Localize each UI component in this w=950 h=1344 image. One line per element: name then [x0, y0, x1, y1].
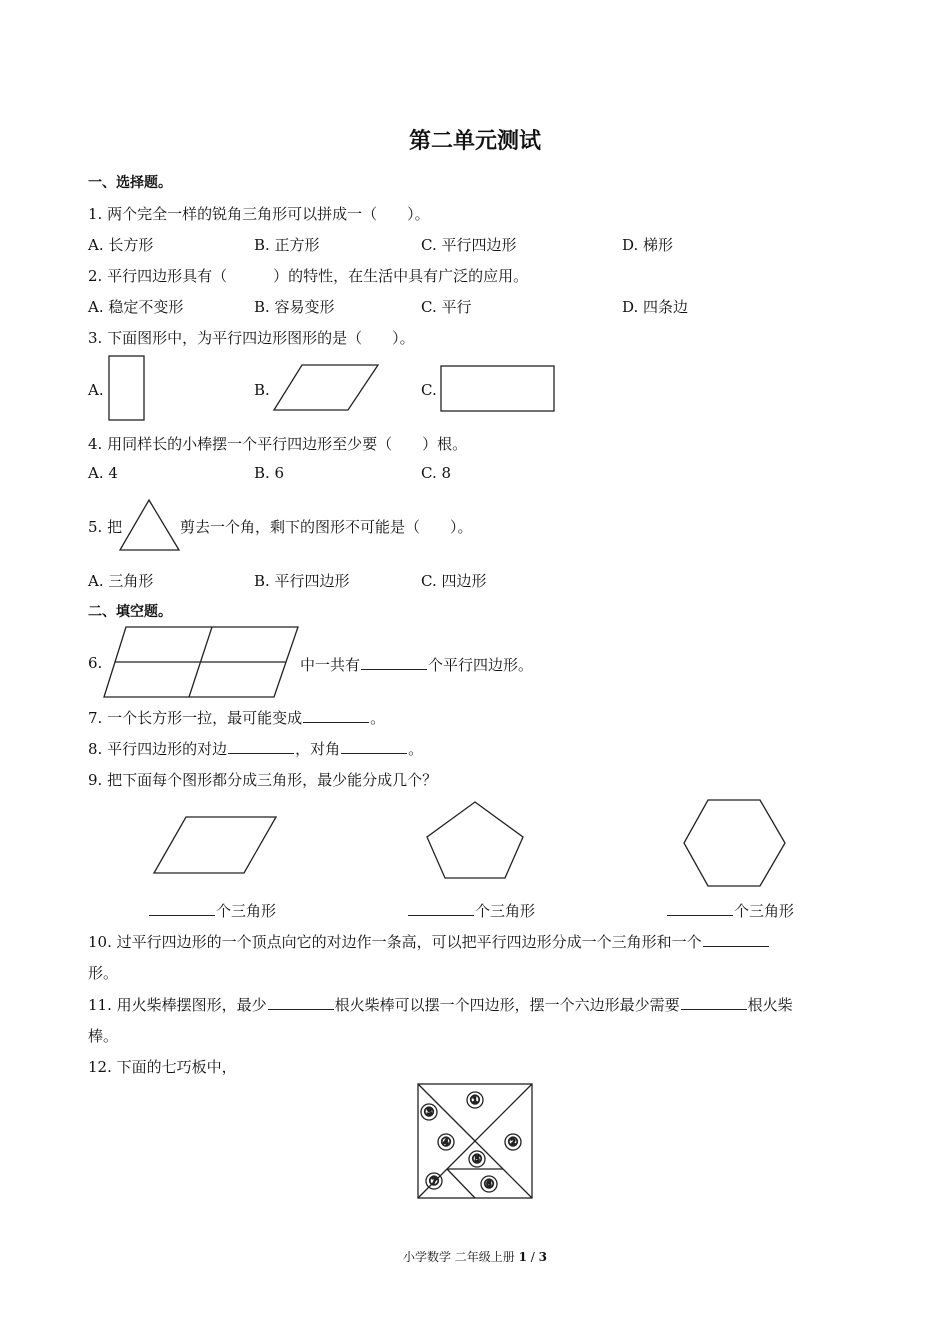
q5-option-b: B. 平行四边形	[254, 572, 350, 590]
q9-parallelogram	[152, 815, 280, 877]
q9-answer-2	[407, 900, 535, 921]
q1-option-b: B. 正方形	[254, 236, 320, 254]
tangram-label-2	[505, 1134, 521, 1150]
tangram-label-7	[426, 1173, 442, 1189]
q9-pentagon	[425, 800, 529, 882]
q5-text-pre: 5. 把	[88, 518, 123, 536]
q6-number: 6.	[88, 654, 103, 672]
tangram-label-3	[421, 1104, 437, 1120]
q10-answer-blank	[703, 931, 769, 947]
q10-line2: 形。	[88, 964, 119, 982]
q2-option-c: C. 平行	[421, 298, 472, 316]
q3-wide-rectangle	[440, 365, 558, 415]
question-12: 12. 下面的七巧板中，	[88, 1058, 237, 1076]
question-8	[88, 738, 423, 759]
q8-text-pre: 8. 平行四边形的对边	[88, 740, 228, 758]
footer-subject: 小学数学 二年级上册	[402, 1250, 519, 1264]
q3-parallelogram	[272, 363, 382, 415]
q2-option-a: A. 稳定不变形	[88, 298, 184, 316]
q9-answer-3	[666, 900, 794, 921]
q11-answer-blank-2	[681, 994, 747, 1010]
q2-text-post: ）的特性，在生活中具有广泛的应用。	[273, 267, 529, 285]
q9-suffix-3: 个三角形	[734, 902, 795, 920]
q6-divided-parallelogram	[102, 625, 302, 701]
q7-text-pre: 7. 一个长方形一拉，最可能变成	[88, 709, 303, 727]
q9-hexagon	[682, 798, 788, 890]
svg-text:①: ①	[469, 1093, 481, 1107]
q10-text-pre: 10. 过平行四边形的一个顶点向它的对边作一条高，可以把平行四边形分成一个三角形和一个	[88, 933, 702, 951]
question-2	[88, 265, 528, 286]
tangram-label-4	[438, 1134, 454, 1150]
svg-text:⑤: ⑤	[471, 1152, 483, 1166]
question-3: 3. 下面图形中，为平行四边形图形的是（ ）。	[88, 329, 415, 347]
footer-separator: /	[526, 1250, 539, 1264]
q8-text-mid: ，对角	[295, 740, 341, 758]
svg-text:⑦: ⑦	[428, 1174, 440, 1188]
footer-page-number: 1	[518, 1250, 527, 1264]
q5-option-a: A. 三角形	[88, 572, 154, 590]
question-7	[88, 707, 385, 728]
q11-answer-blank-1	[268, 994, 334, 1010]
question-9: 9. 把下面每个图形都分成三角形，最少能分成几个？	[88, 771, 438, 789]
page-footer	[0, 1248, 950, 1265]
question-6	[300, 654, 533, 675]
q8-text-post: 。	[408, 740, 424, 758]
q2-text-pre: 2. 平行四边形具有（	[88, 267, 228, 285]
page-title: 第二单元测试	[408, 128, 541, 154]
q7-text-post: 。	[370, 709, 386, 727]
tangram-label-5	[469, 1151, 485, 1167]
q1-option-a: A. 长方形	[88, 236, 154, 254]
q11-text-mid: 根火柴棒可以摆一个四边形，摆一个六边形最少需要	[334, 996, 680, 1014]
q11-text-pre: 11. 用火柴棒摆图形，最少	[88, 996, 267, 1014]
q3-option-a: A.	[88, 381, 104, 399]
svg-text:②: ②	[507, 1135, 519, 1149]
q3-option-c: C.	[421, 381, 437, 399]
tangram-figure	[417, 1083, 535, 1201]
q6-answer-blank	[361, 654, 427, 670]
q11-text-post: 根火柴	[747, 996, 793, 1014]
tangram-label-1	[467, 1092, 483, 1108]
q2-option-d: D. 四条边	[622, 298, 689, 316]
q1-option-c: C. 平行四边形	[421, 236, 517, 254]
q8-answer-blank-2	[341, 738, 407, 754]
q7-answer-blank	[303, 707, 369, 723]
q6-text-post: 个平行四边形。	[428, 656, 534, 674]
q5-text-post: 剪去一个角，剩下的图形不可能是（ ）。	[180, 518, 473, 536]
q5-triangle	[118, 498, 182, 554]
q3-option-b: B.	[254, 381, 270, 399]
svg-text:④: ④	[440, 1135, 452, 1149]
q9-suffix-2: 个三角形	[475, 902, 536, 920]
q8-answer-blank-1	[228, 738, 294, 754]
q1-option-d: D. 梯形	[622, 236, 674, 254]
q4-option-b: B. 6	[254, 464, 285, 482]
q9-answer-1	[148, 900, 276, 921]
q6-text-pre: 中一共有	[300, 656, 361, 674]
q4-option-a: A. 4	[88, 464, 118, 482]
q9-suffix-1: 个三角形	[216, 902, 277, 920]
question-10	[88, 931, 770, 952]
q5-option-c: C. 四边形	[421, 572, 487, 590]
q9-answer-blank-2	[408, 900, 474, 916]
tangram-label-6	[481, 1176, 497, 1192]
svg-text:③: ③	[423, 1105, 435, 1119]
q9-answer-blank-3	[667, 900, 733, 916]
q11-line2: 棒。	[88, 1027, 119, 1045]
question-1: 1. 两个完全一样的锐角三角形可以拼成一（ ）。	[88, 205, 430, 223]
section-choice-heading: 一、选择题。	[88, 175, 172, 191]
q4-option-c: C. 8	[421, 464, 452, 482]
q2-option-b: B. 容易变形	[254, 298, 335, 316]
q9-answer-blank-1	[149, 900, 215, 916]
question-11	[88, 994, 793, 1015]
q3-tall-rectangle	[108, 355, 148, 425]
section-fill-heading: 二、填空题。	[88, 604, 172, 620]
footer-page-total: 3	[538, 1250, 548, 1264]
svg-text:⑥: ⑥	[483, 1177, 495, 1191]
question-4: 4. 用同样长的小棒摆一个平行四边形至少要（ ）根。	[88, 435, 468, 453]
